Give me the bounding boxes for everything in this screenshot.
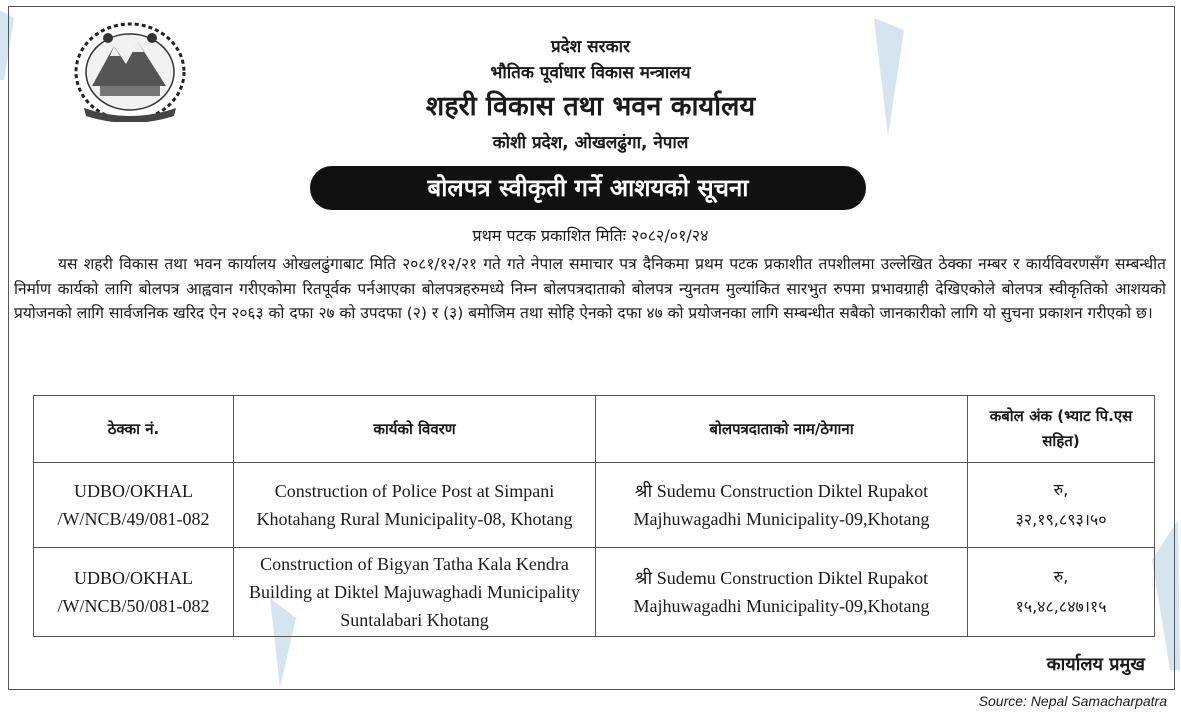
- header-amount: कबोल अंक (भ्याट पि.एस सहित): [968, 396, 1155, 463]
- bid-table: [33, 395, 1155, 637]
- row-bidder: श्री Sudemu Construction Diktel Rupakot Majhuwagadhi Municipality-09,Khotang: [596, 548, 968, 637]
- row-work-description: Construction of Police Post at Simpani Khotahang Rural Municipality-08, Khotang: [234, 463, 596, 548]
- table-row: [34, 548, 1155, 637]
- row-contract-no: UDBO/OKHAL /W/NCB/50/081-082: [34, 548, 234, 637]
- header-contract-no: ठेक्का नं.: [34, 396, 234, 463]
- office-address: कोशी प्रदेश, ओखलढुंगा, नेपाल: [492, 133, 689, 153]
- header-bidder: बोलपत्रदाताको नाम/ठेगाना: [596, 396, 968, 463]
- row-work-description: Construction of Bigyan Tatha Kala Kendra Building at Diktel Majuwaghadi Municipality Suntalabari Khotang: [234, 548, 596, 637]
- row-bidder: श्री Sudemu Construction Diktel Rupakot Majhuwagadhi Municipality-09,Khotang: [596, 463, 968, 548]
- row-amount-cell: [968, 463, 1155, 548]
- row-contract-no: UDBO/OKHAL /W/NCB/49/081-082: [34, 463, 234, 548]
- row-amount: १५,४८,८४७।१५: [1015, 597, 1107, 616]
- header-work-description: कार्यको विवरण: [234, 396, 596, 463]
- table-header-row: [34, 396, 1155, 463]
- row-currency: रु,: [1053, 480, 1069, 499]
- office-name: शहरी विकास तथा भवन कार्यालय: [425, 91, 756, 122]
- row-currency: रु,: [1053, 567, 1069, 586]
- source-credit: Source: Nepal Samacharpatra: [978, 693, 1167, 709]
- signature-office-chief: कार्यालय प्रमुख: [1046, 654, 1145, 675]
- ministry-name: भौतिक पूर्वाधार विकास मन्त्रालय: [490, 63, 691, 83]
- ministry-level-line: प्रदेश सरकार: [550, 37, 631, 57]
- row-amount: ३२,१९,८९३।५०: [1015, 510, 1107, 529]
- notice-title: बोलपत्र स्वीकृती गर्ने आशयको सूचना: [310, 166, 866, 210]
- notice-body-text: यस शहरी विकास तथा भवन कार्यालय ओखलढुंगाबाट मिति २०८१/१२/२१ गते गते नेपाल समाचार पत्र दैनिकमा प्रथम पटक प्रकाशीत तपशीलमा उल्लेखित ठेक्का नम्बर र कार्यविवरणसँग सम्बन्धीत निर्माण कार्यको लागि बोलपत्र आह्ववान गरीएकोमा रितपूर्वक पर्नआएका बोलपत्रहरुमध्ये निम्न बोलपत्रदाताको बोलपत्र न्युनतम मुल्यांकित सारभुत रुपमा प्रभावग्राही देखिएकोले बोलपत्र स्वीकृतिको आशयको प्रयोजनको लागि सार्वजनिक खरिद ऐन २०६३ को दफा २७ को उपदफा (२) र (३) बमोजिम तथा सोहि ऐनको दफा ४७ को प्रयोजनका लागि सम्बन्धीत सबैको जानकारीको लागि यो सुचना प्रकाशन गरीएको छ।: [14, 255, 1166, 322]
- row-amount-cell: [968, 548, 1155, 637]
- publish-date: प्रथम पटक प्रकाशित मितिः २०८२/०१/२४: [472, 226, 709, 245]
- table-row: [34, 463, 1155, 548]
- notice-body: [14, 252, 1166, 326]
